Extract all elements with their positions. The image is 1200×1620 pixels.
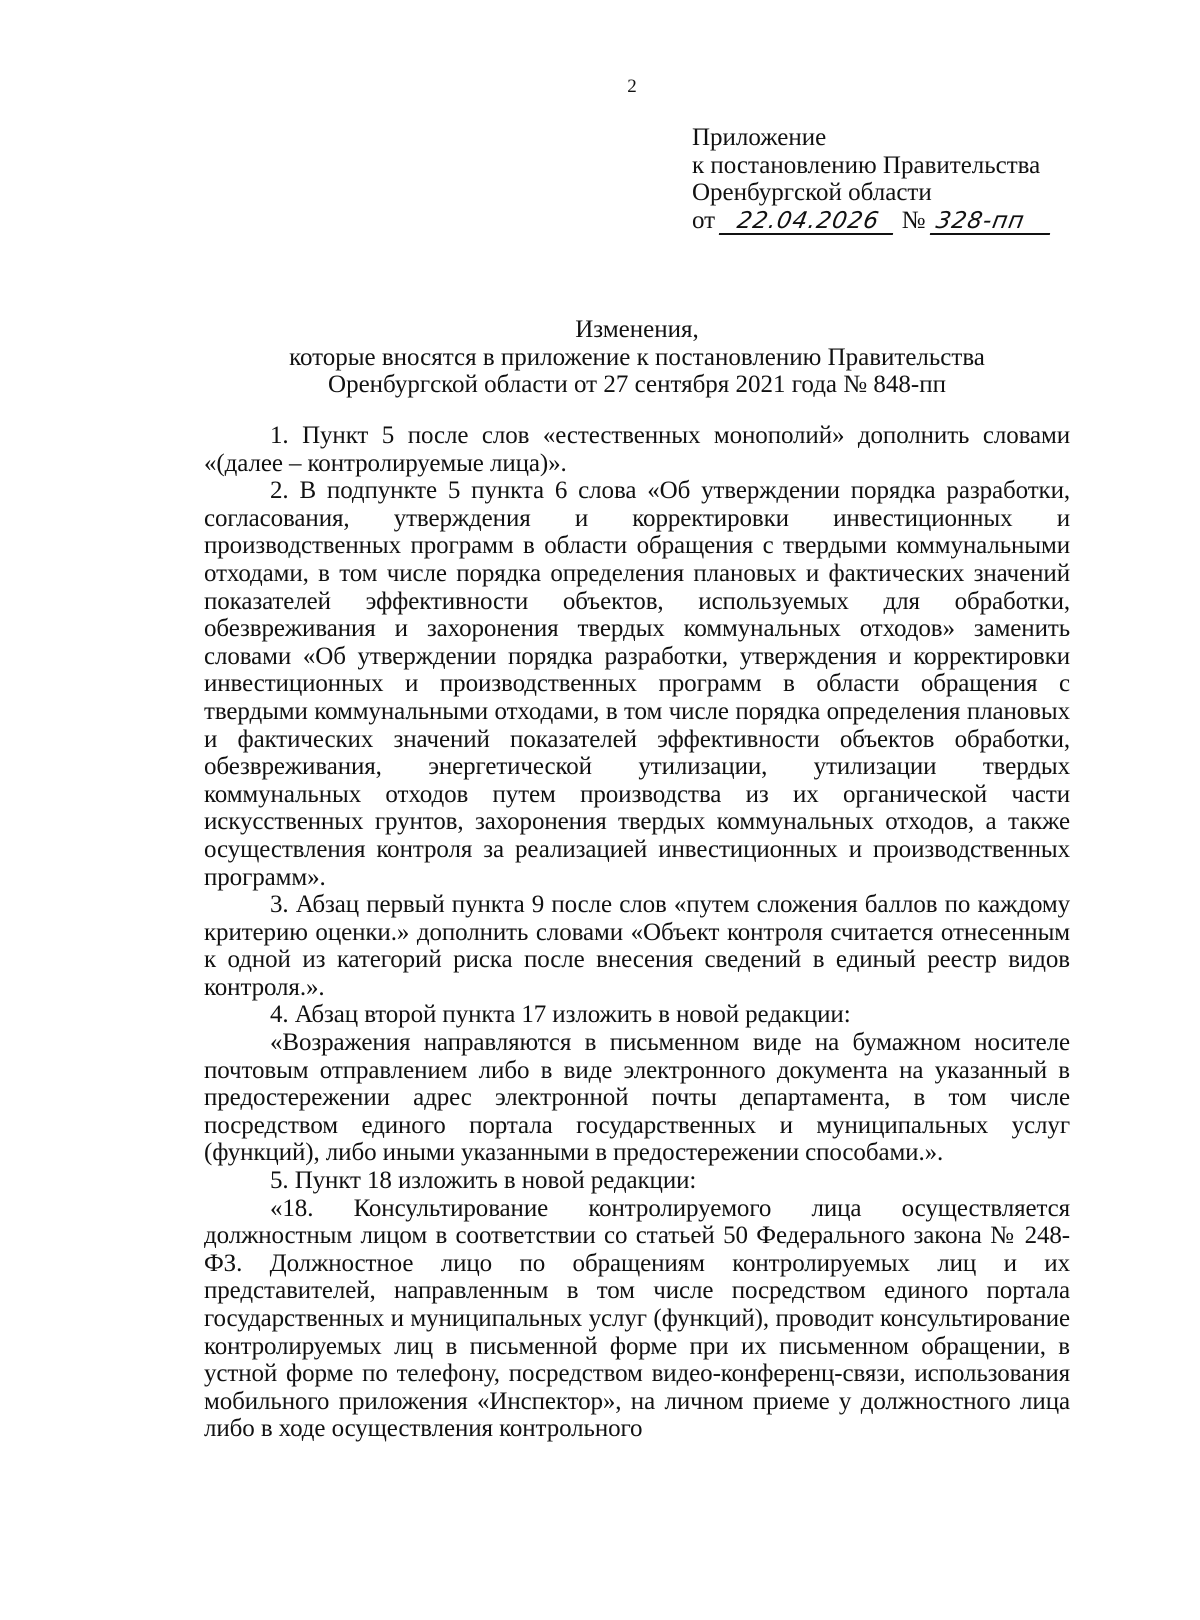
appendix-title: Приложение	[692, 124, 827, 151]
title-line-2: которые вносятся в приложение к постановлению Правительства	[289, 343, 985, 371]
handwritten-number: 328-пп	[930, 210, 1054, 235]
appendix-date-number-line	[692, 207, 1052, 235]
paragraph-1: 1. Пункт 5 после слов «естественных монополий» дополнить словами «(далее – контролируемые лица)».	[204, 422, 1070, 477]
page-number: 2	[627, 76, 637, 97]
title-line-1: Изменения,	[575, 316, 699, 343]
from-label: от	[692, 206, 716, 234]
paragraph-3: 3. Абзац первый пункта 9 после слов «путем сложения баллов по каждому критерию оценки.» дополнить словами «Объект контроля считается отнесенным к одной из категорий риска после внесения сведений в единый реестр видов контроля.».	[204, 891, 1070, 1001]
appendix-header	[692, 124, 1052, 235]
title-line-3: Оренбургской области от 27 сентября 2021 года № 848-пп	[328, 371, 946, 398]
document-body	[204, 422, 1070, 1443]
paragraph-4: 4. Абзац второй пункта 17 изложить в новой редакции:	[270, 1001, 851, 1029]
paragraph-2: 2. В подпункте 5 пункта 6 слова «Об утверждении порядка разработки, согласования, утверждения и корректировки инвестиционных и производственных программ в области обращения с твердыми коммунальными отходами, в том числе порядка определения плановых и фактических значений показателей эффективности объектов, используемых для обработки, обезвреживания и захоронения твердых коммунальных отходов» заменить словами «Об утверждении порядка разработки, утверждения и корректировки инвестиционных и производственных программ в области обращения с твердыми коммунальными отходами, в том числе порядка определения плановых и фактических значений показателей эффективности объектов обработки, обезвреживания, энергетической утилизации, утилизации твердых коммунальных отходов путем производства из их органической части искусственных грунтов, захоронения твердых коммунальных отходов, а также осуществления контроля за реализацией инвестиционных и производственных программ».	[204, 477, 1070, 891]
paragraph-5: 5. Пункт 18 изложить в новой редакции:	[270, 1167, 697, 1195]
paragraph-5-quote: «18. Консультирование контролируемого лица осуществляется должностным лицом в соответствии со статьей 50 Федерального закона № 248-ФЗ. Должностное лицо по обращениям контролируемых лиц и их представителей, направленным в том числе посредством единого портала государственных и муниципальных услуг (функций), проводит консультирование контролируемых лиц в письменной форме при их письменном обращении, в устной форме по телефону, посредством видео-конференц-связи, использования мобильного приложения «Инспектор», на личном приеме у должностного лица либо в ходе осуществления контрольного	[204, 1194, 1070, 1443]
paragraph-4-quote: «Возражения направляются в письменном виде на бумажном носителе почтовым отправлением либо в виде электронного документа на указанный в предостережении адрес электронной почты департамента, в том числе посредством единого портала государственных и муниципальных услуг (функций), либо иными указанными в предостережении способами.».	[204, 1029, 1070, 1167]
document-title	[204, 316, 1070, 399]
appendix-region: Оренбургской области	[692, 179, 932, 206]
appendix-reference: к постановлению Правительства	[692, 151, 1041, 179]
handwritten-date: 22.04.2026	[719, 210, 897, 235]
number-label: №	[901, 206, 926, 234]
